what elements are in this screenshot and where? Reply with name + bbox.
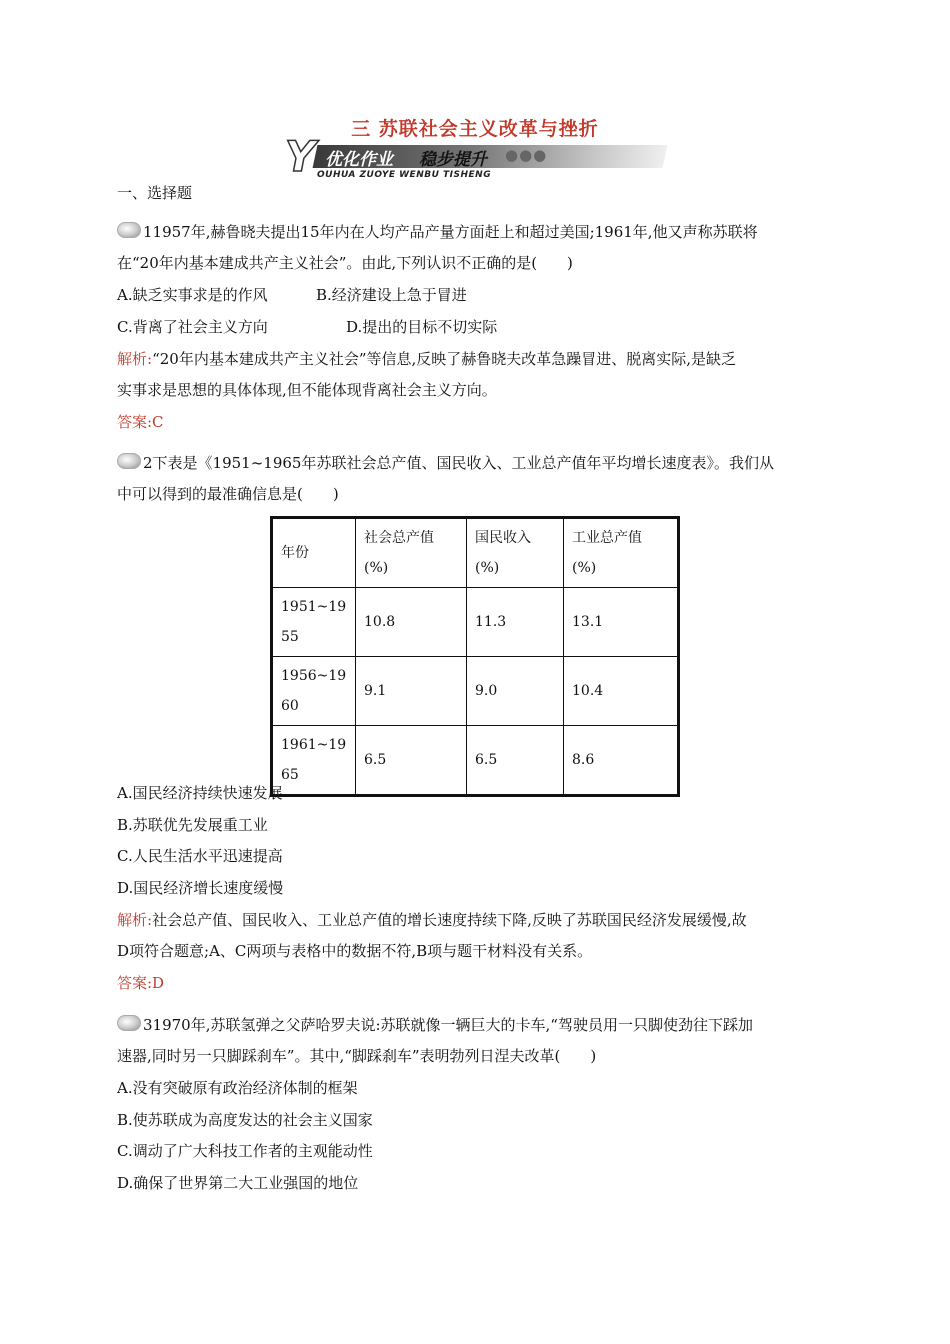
table-cell: 9.0 <box>467 657 564 726</box>
header-label: 年份 <box>281 545 309 561</box>
q1-option-c: C.背离了社会主义方向 <box>117 318 268 336</box>
table-cell-period <box>272 726 356 796</box>
header-label: 工业总产值 <box>572 530 642 546</box>
table-cell: 9.1 <box>356 657 467 726</box>
table-cell: 6.5 <box>356 726 467 796</box>
period-part: 1956~19 <box>281 668 347 684</box>
banner-dots: ●●● <box>505 146 548 164</box>
table-cell: 10.4 <box>564 657 679 726</box>
q2-option-b: B.苏联优先发展重工业 <box>117 816 268 834</box>
q1-analysis-label: 解析: <box>117 350 153 368</box>
header-unit: (%) <box>572 560 597 576</box>
section-heading: 一、选择题 <box>117 184 193 202</box>
question-bullet-icon <box>117 1015 141 1031</box>
header-label: 国民收入 <box>475 530 531 546</box>
question-bullet-icon <box>117 453 141 469</box>
table-row <box>272 588 679 657</box>
q1-option-d: D.提出的目标不切实际 <box>346 318 498 336</box>
header-label: 社会总产值 <box>364 530 434 546</box>
q2-analysis-text-1: 社会总产值、国民收入、工业总产值的增长速度持续下降,反映了苏联国民经济发展缓慢,故 <box>152 911 747 929</box>
q1-answer: 答案:C <box>117 413 164 431</box>
table-header-row <box>272 518 679 588</box>
q2-option-a: A.国民经济持续快速发展 <box>117 784 283 802</box>
table-cell-period <box>272 588 356 657</box>
question-1-text-2: 在“20年内基本建成共产主义社会”。由此,下列认识不正确的是( ) <box>117 254 573 272</box>
q2-answer: 答案:D <box>117 974 165 992</box>
period-part: 60 <box>281 698 299 714</box>
question-bullet-icon <box>117 222 141 238</box>
question-2-text-1: 2下表是《1951~1965年苏联社会总产值、国民收入、工业总产值年平均增长速度表》。我们从 <box>143 454 774 472</box>
q2-analysis-line-1 <box>117 910 747 930</box>
q2-option-d: D.国民经济增长速度缓慢 <box>117 879 284 897</box>
q2-analysis-text-2: D项符合题意;A、C两项与表格中的数据不符,B项与题干材料没有关系。 <box>117 942 593 960</box>
header-unit: (%) <box>475 560 500 576</box>
banner-text-part1: 优化作业 <box>325 150 393 170</box>
period-part: 1961~19 <box>281 737 347 753</box>
question-2-line-1 <box>117 453 774 473</box>
table-cell-period <box>272 657 356 726</box>
table-cell: 11.3 <box>467 588 564 657</box>
growth-rate-table <box>270 516 680 797</box>
question-1-line-1 <box>117 222 758 242</box>
period-part: 65 <box>281 767 299 783</box>
q1-analysis-text-1: “20年内基本建成共产主义社会”等信息,反映了赫鲁晓夫改革急躁冒进、脱离实际,是缺乏 <box>152 350 737 368</box>
banner-logo <box>285 132 665 184</box>
q2-analysis-label: 解析: <box>117 911 153 929</box>
q1-option-a: A.缺乏实事求是的作风 <box>117 286 268 304</box>
q3-option-c: C.调动了广大科技工作者的主观能动性 <box>117 1142 373 1160</box>
table-header-cell <box>272 518 356 588</box>
table-cell: 6.5 <box>467 726 564 796</box>
banner-text-part2: 稳步提升 <box>419 150 487 170</box>
table-cell: 8.6 <box>564 726 679 796</box>
table-header-cell <box>467 518 564 588</box>
table-cell: 10.8 <box>356 588 467 657</box>
period-part: 55 <box>281 629 299 645</box>
table-header-cell <box>356 518 467 588</box>
page-title: 三 苏联社会主义改革与挫折 <box>351 118 599 140</box>
header-unit: (%) <box>364 560 389 576</box>
table-cell: 13.1 <box>564 588 679 657</box>
q1-analysis-line-1 <box>117 349 736 369</box>
question-3-text-2: 速器,同时另一只脚踩刹车”。其中,“脚踩刹车”表明勃列日涅夫改革( ) <box>117 1047 597 1065</box>
banner-letter: Y <box>285 132 316 181</box>
question-1-text-1: 11957年,赫鲁晓夫提出15年内在人均产品产量方面赶上和超过美国;1961年,他又声称苏联将 <box>143 223 758 241</box>
q3-option-a: A.没有突破原有政治经济体制的框架 <box>117 1079 358 1097</box>
table-header-cell <box>564 518 679 588</box>
q3-option-d: D.确保了世界第二大工业强国的地位 <box>117 1174 359 1192</box>
period-part: 1951~19 <box>281 599 347 615</box>
q3-option-b: B.使苏联成为高度发达的社会主义国家 <box>117 1111 373 1129</box>
table-row <box>272 657 679 726</box>
question-2-text-2: 中可以得到的最准确信息是( ) <box>117 485 339 503</box>
q1-analysis-text-2: 实事求是思想的具体体现,但不能体现背离社会主义方向。 <box>117 381 497 399</box>
question-3-line-1 <box>117 1015 753 1035</box>
table-row <box>272 726 679 796</box>
question-3-text-1: 31970年,苏联氢弹之父萨哈罗夫说:苏联就像一辆巨大的卡车,“驾驶员用一只脚使劲往下踩加 <box>143 1016 753 1034</box>
q2-option-c: C.人民生活水平迅速提高 <box>117 847 283 865</box>
q1-option-b: B.经济建设上急于冒进 <box>316 286 467 304</box>
banner-pinyin: OUHUA ZUOYE WENBU TISHENG <box>317 170 492 180</box>
